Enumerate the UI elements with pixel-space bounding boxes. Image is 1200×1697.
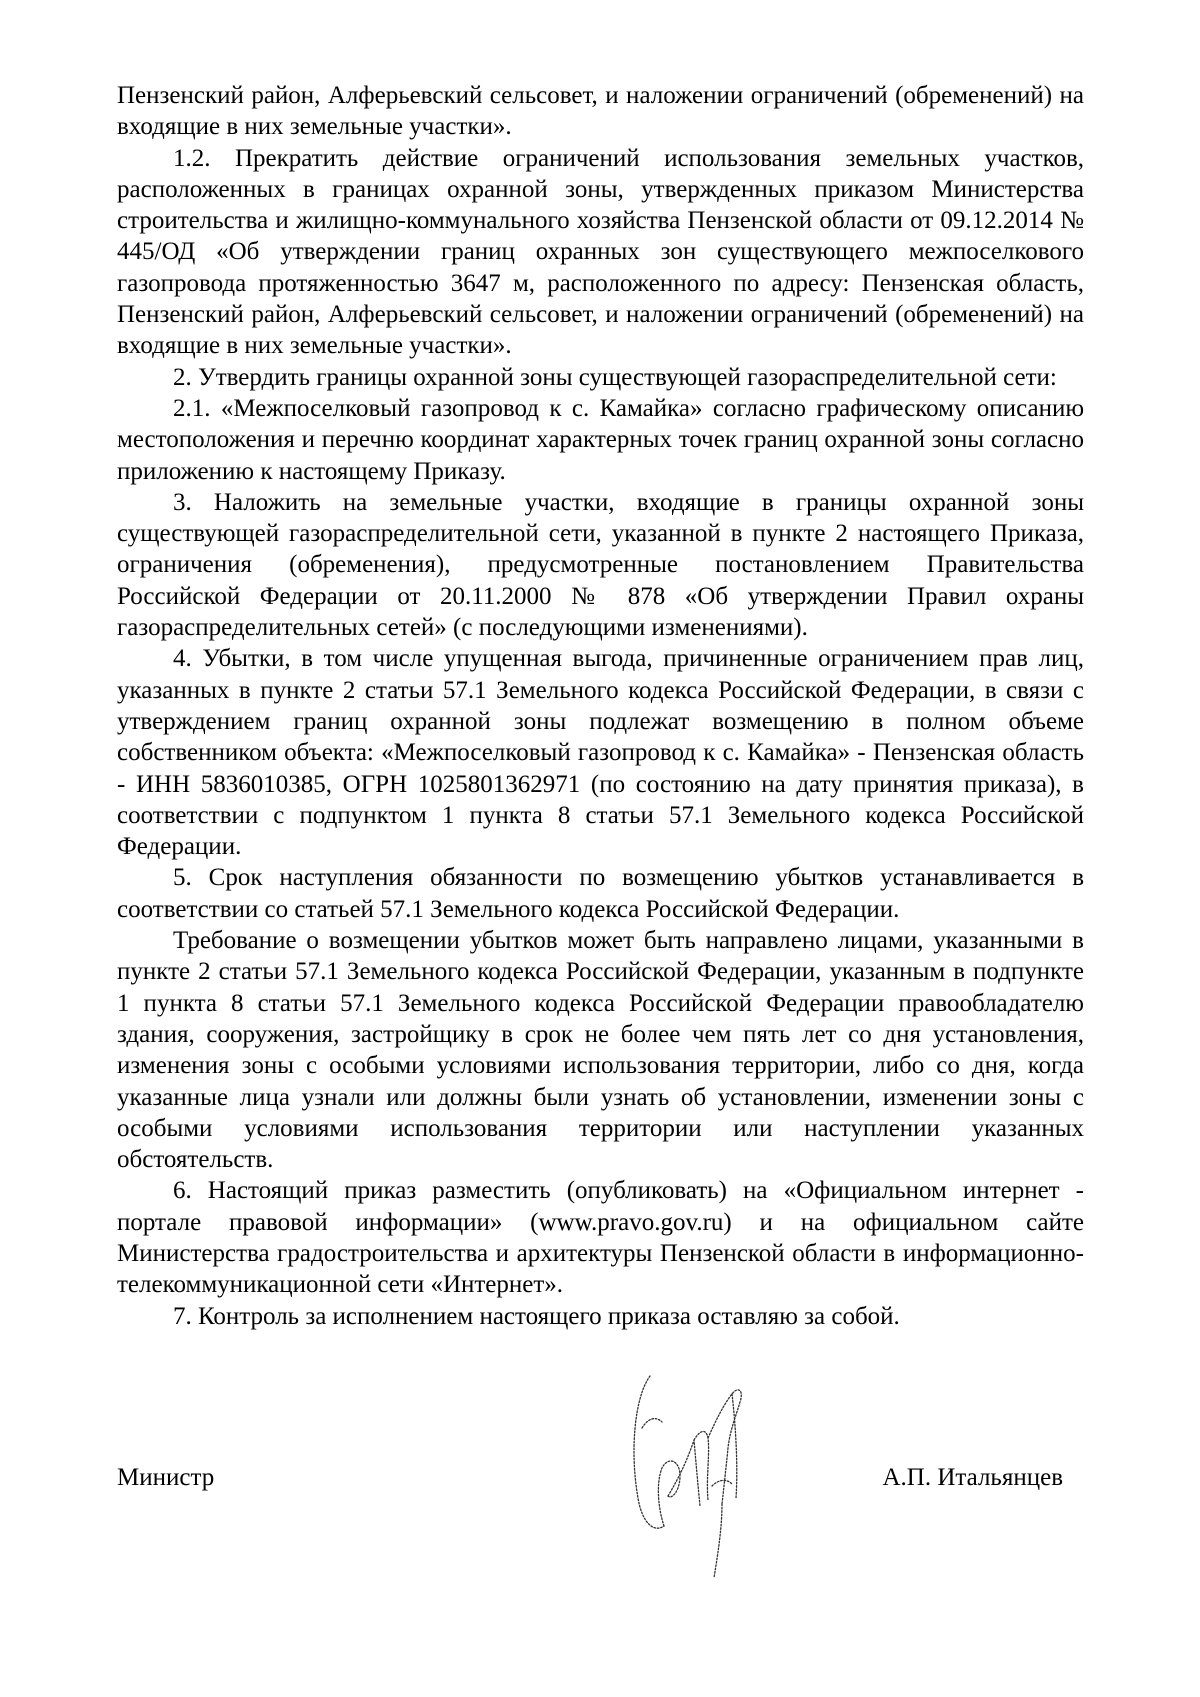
handwritten-signature [628, 1368, 778, 1588]
paragraph-2: 2. Утвердить границы охранной зоны существующей газораспределительной сети: [173, 363, 1057, 391]
paragraph-7: 7. Контроль за исполнением настоящего приказа оставляю за собой. [173, 1302, 900, 1330]
paragraph-6: 6. Настоящий приказ разместить (опубликовать) на «Официальном интернет - портале правовой информации» (www.pravo.gov.ru) и на официальном сайте Министерства градостроительства и архитектуры Пензенской области в информационно-телекоммуникационной сети «Интернет». [117, 1177, 1084, 1299]
paragraph-2-1: 2.1. «Межпоселковый газопровод к с. Камайка» согласно графическому описанию местоположения и перечню координат характерных точек границ охранной зоны согласно приложению к настоящему Приказу. [117, 394, 1084, 485]
paragraph-5: 5. Срок наступления обязанности по возмещению убытков устанавливается в соответствии со статьей 57.1 Земельного кодекса Российской Федерации. [117, 864, 1084, 923]
paragraph-3: 3. Наложить на земельные участки, входящие в границы охранной зоны существующей газораспределительной сети, указанной в пункте 2 настоящего Приказа, ограничения (обременения), предусмотренные постановлением Правительства Российской Федерации от 20.11.2000 № 878 «Об утверждении Правил охраны газораспределительных сетей» (с последующими изменениями). [117, 488, 1084, 642]
paragraph-1-2: 1.2. Прекратить действие ограничений использования земельных участков, расположенных в границах охранной зоны, утвержденных приказом Министерства строительства и жилищно-коммунального хозяйства Пензенской области от 09.12.2014 № 445/ОД «Об утверждении границ охранных зон существующего межпоселкового газопровода протяженностью 3647 м, расположенного по адресу: Пензенская область, Пензенский район, Алферьевский сельсовет, и наложении ограничений (обременений) на входящие в них земельные участки». [117, 144, 1084, 360]
signatory-title: Министр [117, 1464, 215, 1491]
paragraph-5-requirement: Требование о возмещении убытков может быть направлено лицами, указанными в пункте 2 статьи 57.1 Земельного кодекса Российской Федерации, указанным в подпункте 1 пункта 8 статьи 57.1 Земельного кодекса Российской Федерации правообладателю здания, сооружения, застройщику в срок не более чем пять лет со дня установления, изменения зоны с особыми условиями использования территории, либо со дня, когда указанные лица узнали или должны были узнать об установлении, изменении зоны с особыми условиями использования территории или наступлении указанных обстоятельств. [117, 927, 1084, 1174]
paragraph-4: 4. Убытки, в том числе упущенная выгода, причиненные ограничением прав лиц, указанных в пункте 2 статьи 57.1 Земельного кодекса Российской Федерации, в связи с утверждением границ охранной зоны подлежат возмещению в полном объеме собственником объекта: «Межпоселковый газопровод к с. Камайка» - Пензенская область - ИНН 5836010385, ОГРН 1025801362971 (по состоянию на дату принятия приказа), в соответствии с подпунктом 1 пункта 8 статьи 57.1 Земельного кодекса Российской Федерации. [117, 645, 1084, 861]
paragraph-continuation: Пензенский район, Алферьевский сельсовет, и наложении ограничений (обременений) на входящие в них земельные участки». [117, 82, 1084, 141]
document-body [117, 80, 1084, 1332]
signatory-name: А.П. Итальянцев [882, 1464, 1063, 1491]
